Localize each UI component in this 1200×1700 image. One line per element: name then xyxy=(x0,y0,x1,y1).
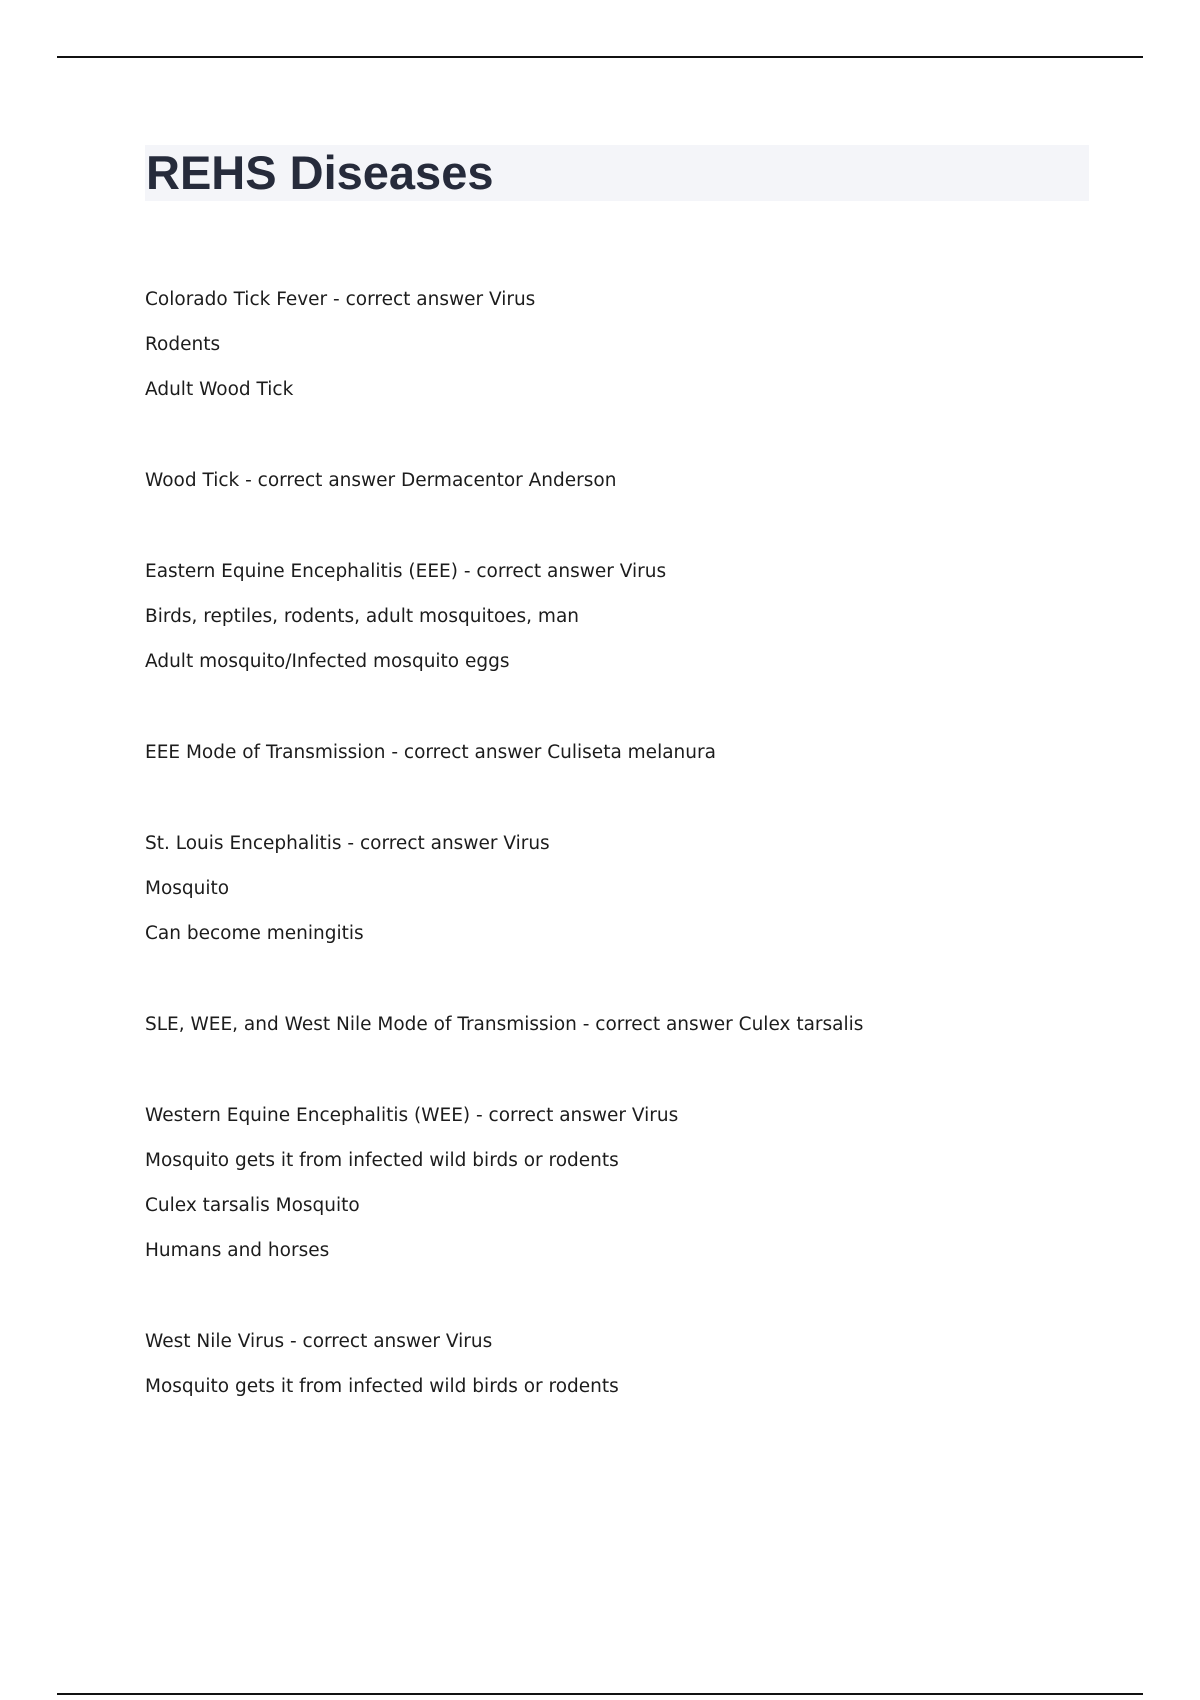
top-rule xyxy=(57,56,1143,58)
entry-question: Wood Tick - correct answer Dermacentor Anderson xyxy=(145,470,617,491)
entry-st-louis-encephalitis xyxy=(145,832,1095,946)
entry-detail: Rodents xyxy=(145,334,221,355)
entry-question: St. Louis Encephalitis - correct answer Virus xyxy=(145,833,550,854)
entry-detail: Can become meningitis xyxy=(145,923,364,944)
entry-colorado-tick-fever xyxy=(145,288,1095,402)
entry-detail: Mosquito gets it from infected wild birds or rodents xyxy=(145,1376,619,1397)
document-body xyxy=(145,288,1095,1399)
entry-west-nile-virus xyxy=(145,1330,1095,1399)
entry-detail: Humans and horses xyxy=(145,1240,330,1261)
entry-eastern-equine-encephalitis xyxy=(145,560,1095,674)
entry-wood-tick xyxy=(145,469,1095,493)
entry-detail: Birds, reptiles, rodents, adult mosquitoes, man xyxy=(145,606,580,627)
entry-question: EEE Mode of Transmission - correct answer Culiseta melanura xyxy=(145,742,716,763)
entry-detail: Adult mosquito/Infected mosquito eggs xyxy=(145,651,510,672)
entry-sle-wee-west-nile-transmission xyxy=(145,1013,1095,1037)
entry-question: West Nile Virus - correct answer Virus xyxy=(145,1331,493,1352)
entry-question: SLE, WEE, and West Nile Mode of Transmission - correct answer Culex tarsalis xyxy=(145,1014,864,1035)
entry-detail: Mosquito xyxy=(145,878,230,899)
entry-detail: Adult Wood Tick xyxy=(145,379,294,400)
entry-question: Eastern Equine Encephalitis (EEE) - correct answer Virus xyxy=(145,561,667,582)
entry-question: Western Equine Encephalitis (WEE) - correct answer Virus xyxy=(145,1105,679,1126)
entry-detail: Mosquito gets it from infected wild birds or rodents xyxy=(145,1150,619,1171)
entry-detail: Culex tarsalis Mosquito xyxy=(145,1195,360,1216)
bottom-rule xyxy=(57,1693,1143,1695)
entry-western-equine-encephalitis xyxy=(145,1104,1095,1263)
document-title: REHS Diseases xyxy=(146,146,494,199)
entry-eee-transmission xyxy=(145,741,1095,765)
entry-question: Colorado Tick Fever - correct answer Virus xyxy=(145,289,536,310)
